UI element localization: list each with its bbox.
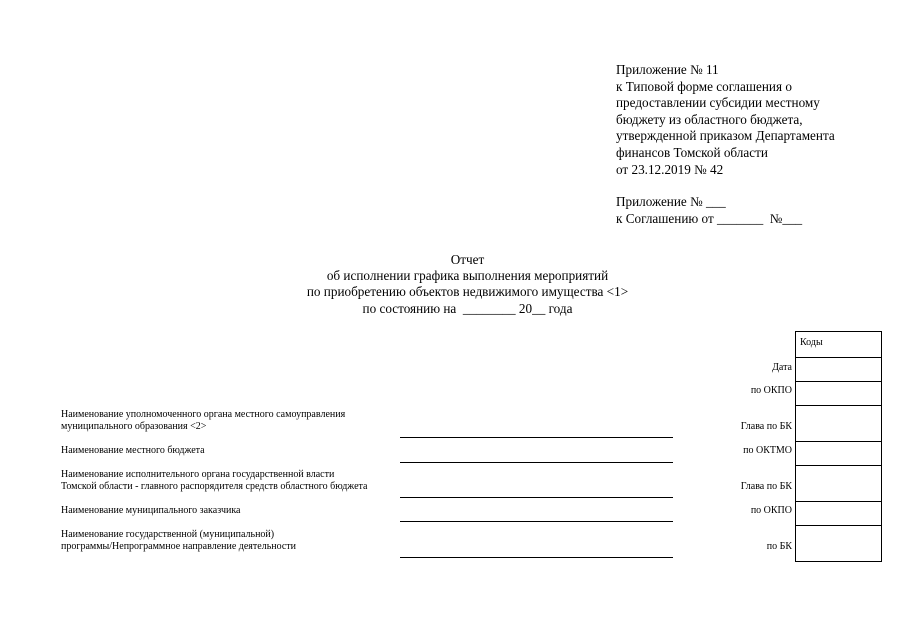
- appendix-line: предоставлении субсидии местному: [616, 95, 820, 111]
- field-line-executive-body[interactable]: [400, 497, 673, 498]
- field-line-local-budget[interactable]: [400, 462, 673, 463]
- appendix-line: Приложение № 11: [616, 62, 719, 77]
- appendix-line: к Типовой форме соглашения о: [616, 78, 792, 94]
- field-label-program: Наименование государственной (муниципальной) программы/Непрограммное направление деятельности: [61, 529, 297, 552]
- report-title: Отчет: [450, 252, 485, 267]
- report-subtitle-line: по приобретению объектов недвижимого имущества <1>: [306, 284, 629, 300]
- code-cell-okpo-2[interactable]: [796, 502, 882, 526]
- appendix-header: [616, 62, 896, 227]
- code-label-bk-chapter-2: Глава по БК: [740, 481, 792, 492]
- code-label-bk-chapter: Глава по БК: [740, 421, 792, 432]
- appendix-line: от 23.12.2019 № 42: [616, 161, 724, 177]
- field-label-executive-body: Наименование исполнительного органа государственной власти Томской области - главного распорядителя средств областного бюджета: [61, 469, 368, 492]
- codes-header: Коды: [796, 332, 882, 358]
- appendix-line: утвержденной приказом Департамента: [616, 128, 835, 144]
- agreement-reference: к Соглашению от _______ №___: [616, 210, 803, 226]
- appendix-line: бюджету из областного бюджета,: [616, 111, 803, 127]
- code-cell-bk[interactable]: [796, 526, 882, 562]
- codes-table: [795, 331, 882, 562]
- code-cell-oktmo[interactable]: [796, 442, 882, 466]
- code-cell-okpo[interactable]: [796, 382, 882, 406]
- code-label-bk: по БК: [766, 541, 792, 552]
- code-cell-date[interactable]: [796, 358, 882, 382]
- code-label-okpo-2: по ОКПО: [750, 505, 792, 516]
- field-label-municipal-customer: Наименование муниципального заказчика: [61, 505, 241, 516]
- field-line-municipal-customer[interactable]: [400, 521, 673, 522]
- code-label-oktmo: по ОКТМО: [743, 445, 792, 456]
- agreement-appendix-number: Приложение № ___: [616, 194, 726, 210]
- appendix-line: финансов Томской области: [616, 144, 768, 160]
- code-label-okpo: по ОКПО: [750, 385, 792, 396]
- report-title-block: [230, 252, 705, 317]
- field-label-local-budget: Наименование местного бюджета: [61, 445, 205, 456]
- field-line-program[interactable]: [400, 557, 673, 558]
- code-label-date: Дата: [772, 362, 792, 373]
- field-line-authorized-body[interactable]: [400, 437, 673, 438]
- field-label-authorized-body: Наименование уполномоченного органа местного самоуправления муниципального образования <2>: [61, 409, 346, 432]
- report-as-of-date: по состоянию на ________ 20__ года: [362, 300, 573, 316]
- report-subtitle-line: об исполнении графика выполнения мероприятий: [326, 268, 609, 284]
- code-cell-bk-chapter[interactable]: [796, 406, 882, 442]
- code-cell-bk-chapter-2[interactable]: [796, 466, 882, 502]
